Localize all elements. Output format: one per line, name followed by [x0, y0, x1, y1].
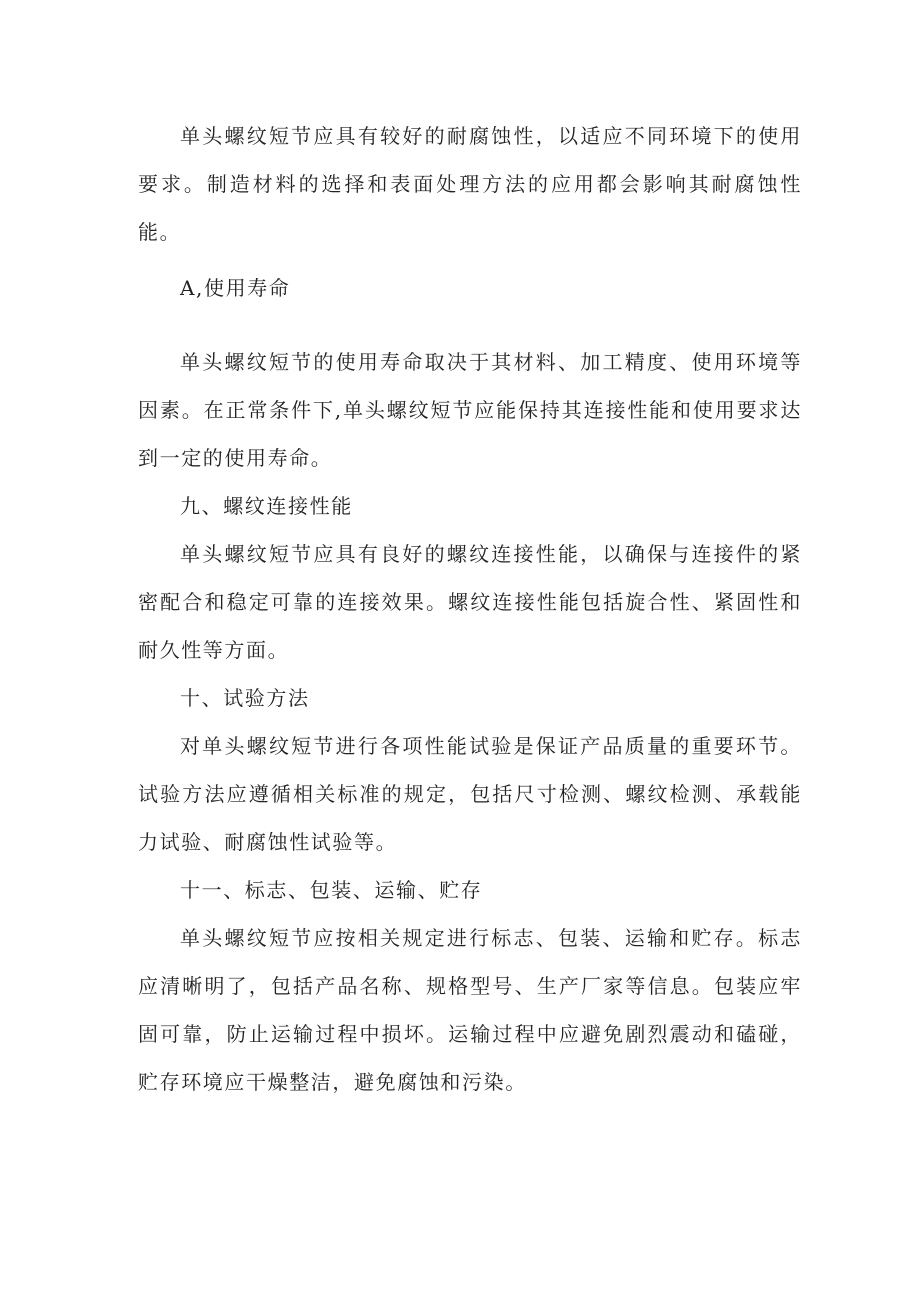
paragraph-test-methods: 对单头螺纹短节进行各项性能试验是保证产品质量的重要环节。试验方法应遵循相关标准的规定，包括尺寸检测、螺纹检测、承载能力试验、耐腐蚀性试验等。: [138, 734, 802, 854]
paragraph-thread-connection: 单头螺纹短节应具有良好的螺纹连接性能，以确保与连接件的紧密配合和稳定可靠的连接效果。螺纹连接性能包括旋合性、紧固性和耐久性等方面。: [138, 542, 802, 662]
paragraph-corrosion-resistance: 单头螺纹短节应具有较好的耐腐蚀性，以适应不同环境下的使用要求。制造材料的选择和表面处理方法的应用都会影响其耐腐蚀性能。: [138, 124, 802, 244]
paragraph-service-life: 单头螺纹短节的使用寿命取决于其材料、加工精度、使用环境等因素。在正常条件下,单头螺纹短节应能保持其连接性能和使用要求达到一定的使用寿命。: [138, 350, 802, 470]
spacer: [138, 256, 802, 264]
paragraph-marking-packaging: 单头螺纹短节应按相关规定进行标志、包装、运输和贮存。标志应清晰明了，包括产品名称、规格型号、生产厂家等信息。包装应牢固可靠，防止运输过程中损坏。运输过程中应避免剧烈震动和磕碰，贮存环境应干燥整洁，避免腐蚀和污染。: [138, 926, 802, 1094]
heading-test-methods: 十、试验方法: [180, 686, 310, 710]
heading-service-life: A,使用寿命: [180, 276, 291, 300]
heading-thread-connection: 九、螺纹连接性能: [180, 494, 353, 518]
spacer: [138, 312, 802, 338]
document-body: [138, 112, 802, 1106]
heading-marking-packaging: 十一、标志、包装、运输、贮存: [180, 878, 483, 902]
